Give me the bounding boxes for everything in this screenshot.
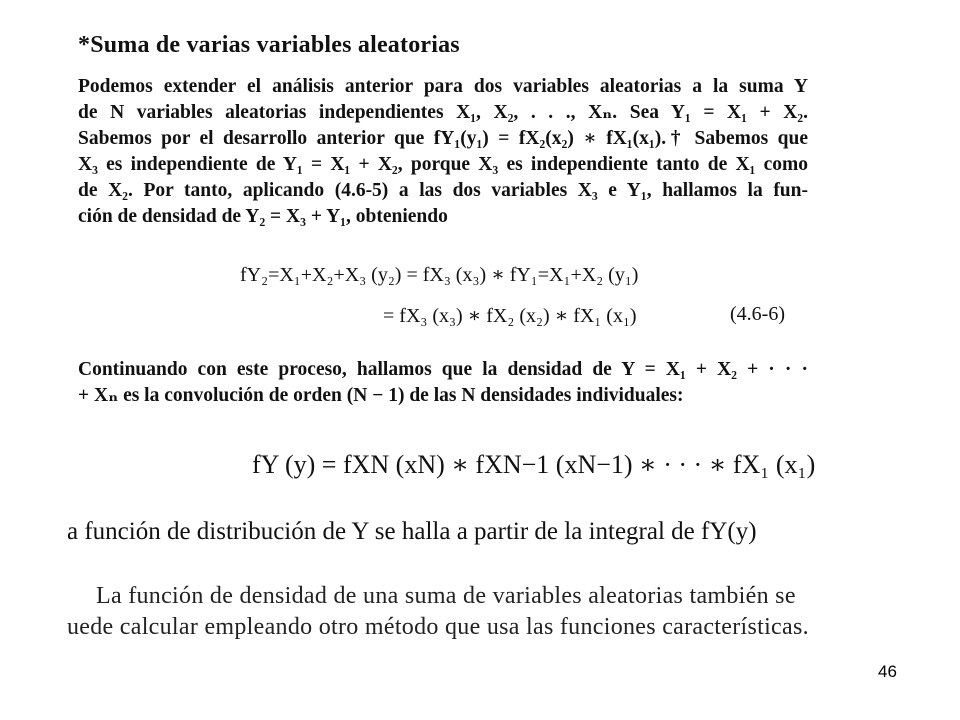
paragraph-line: de X₂. Por tanto, aplicando (4.6-5) a las dos variables X₃ e Y₁, hallamos la fun- xyxy=(78,180,808,201)
characteristic-functions-line2: uede calcular empleando otro método que usa las funciones características. xyxy=(67,614,809,640)
equation-number: (4.6-6) xyxy=(730,303,785,325)
paragraph-line: + Xₙ es la convolución de orden (N − 1) de las N densidades individuales: xyxy=(78,385,684,406)
paragraph-line: Podemos extender el análisis anterior para dos variables aleatorias a la suma Y xyxy=(78,76,808,97)
characteristic-functions-line1: La función de densidad de una suma de variables aleatorias también se xyxy=(96,583,796,609)
paragraph-line: Sabemos por el desarrollo anterior que fY₁(y₁) = fX₂(x₂) ∗ fX₁(x₁).† Sabemos que xyxy=(78,128,808,149)
page-number: 46 xyxy=(878,662,897,681)
paragraph-line: ción de densidad de Y₂ = X₃ + Y₁, obteniendo xyxy=(78,206,448,227)
convolution-equation: fY (y) = fXN (xN) ∗ fXN−1 (xN−1) ∗ · · · ∗ fX₁ (x₁) xyxy=(252,450,816,479)
continuation-paragraph xyxy=(78,357,808,409)
equation-4-6-6-line2: = fX₃ (x₃) ∗ fX₂ (x₂) ∗ fX₁ (x₁) xyxy=(383,305,637,327)
distribution-sentence: a función de distribución de Y se halla a partir de la integral de fY(y) xyxy=(67,518,757,545)
paragraph-line: de N variables aleatorias independientes X₁, X₂, . . ., Xₙ. Sea Y₁ = X₁ + X₂. xyxy=(78,102,808,123)
section-title: *Suma de varias variables aleatorias xyxy=(78,32,460,58)
paragraph-line: X₃ es independiente de Y₁ = X₁ + X₂, porque X₃ es independiente tanto de X₁ como xyxy=(78,154,808,175)
equation-4-6-6-line1: fY₂=X₁+X₂+X₃ (y₂) = fX₃ (x₃) ∗ fY₁=X₁+X₂ (y₁) xyxy=(240,264,639,286)
intro-paragraph xyxy=(78,74,808,230)
paragraph-line: Continuando con este proceso, hallamos que la densidad de Y = X₁ + X₂ + · · · xyxy=(78,359,808,380)
